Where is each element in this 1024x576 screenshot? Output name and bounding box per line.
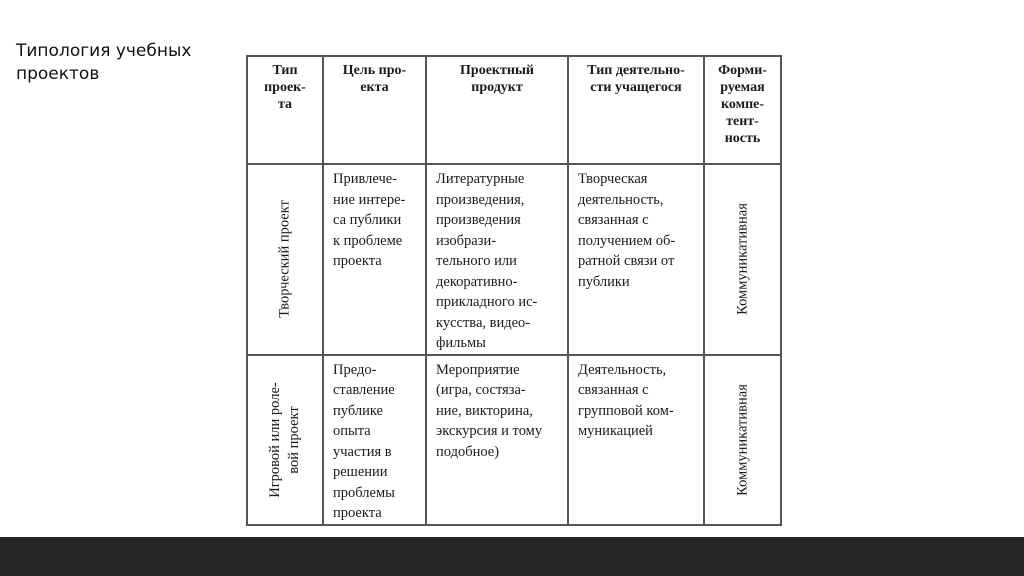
table-row — [247, 164, 781, 355]
footer-bar — [0, 537, 1024, 576]
slide-title: Типология учебных проектов — [16, 41, 192, 84]
cell-competence-text: Коммуникативная — [734, 203, 750, 316]
table-header-row — [247, 56, 781, 164]
typology-table — [246, 55, 782, 526]
cell-type-text: Творческий проект — [276, 200, 293, 319]
header-project-type: Тип проек- та — [247, 56, 323, 164]
header-project-goal: Цель про- екта — [323, 56, 426, 164]
typology-table-image — [246, 55, 780, 521]
cell-product: Литературные произведения, произведения изобрази- тельного или декоративно- прикладного ис- кусства, видео- фильмы — [426, 164, 568, 355]
cell-type — [247, 164, 323, 355]
header-competence: Форми- руемая компе- тент- ность — [704, 56, 781, 164]
cell-type-text: Игровой или роле- вой проект — [267, 381, 302, 498]
header-activity-type: Тип деятельно- сти учащегося — [568, 56, 704, 164]
cell-activity: Деятельность, связанная с групповой ком- муникацией — [568, 355, 704, 525]
cell-product: Мероприятие (игра, состяза- ние, викторина, экскурсия и тому подобное) — [426, 355, 568, 525]
table-row — [247, 355, 781, 525]
cell-competence — [704, 355, 781, 525]
cell-goal: Привлече- ние интере- са публики к проблеме проекта — [323, 164, 426, 355]
cell-activity: Творческая деятельность, связанная с получением об- ратной связи от публики — [568, 164, 704, 355]
cell-competence-text: Коммуникативная — [734, 383, 750, 496]
cell-competence — [704, 164, 781, 355]
header-project-product: Проектный продукт — [426, 56, 568, 164]
cell-type — [247, 355, 323, 525]
cell-goal: Предо- ставление публике опыта участия в решении проблемы проекта — [323, 355, 426, 525]
